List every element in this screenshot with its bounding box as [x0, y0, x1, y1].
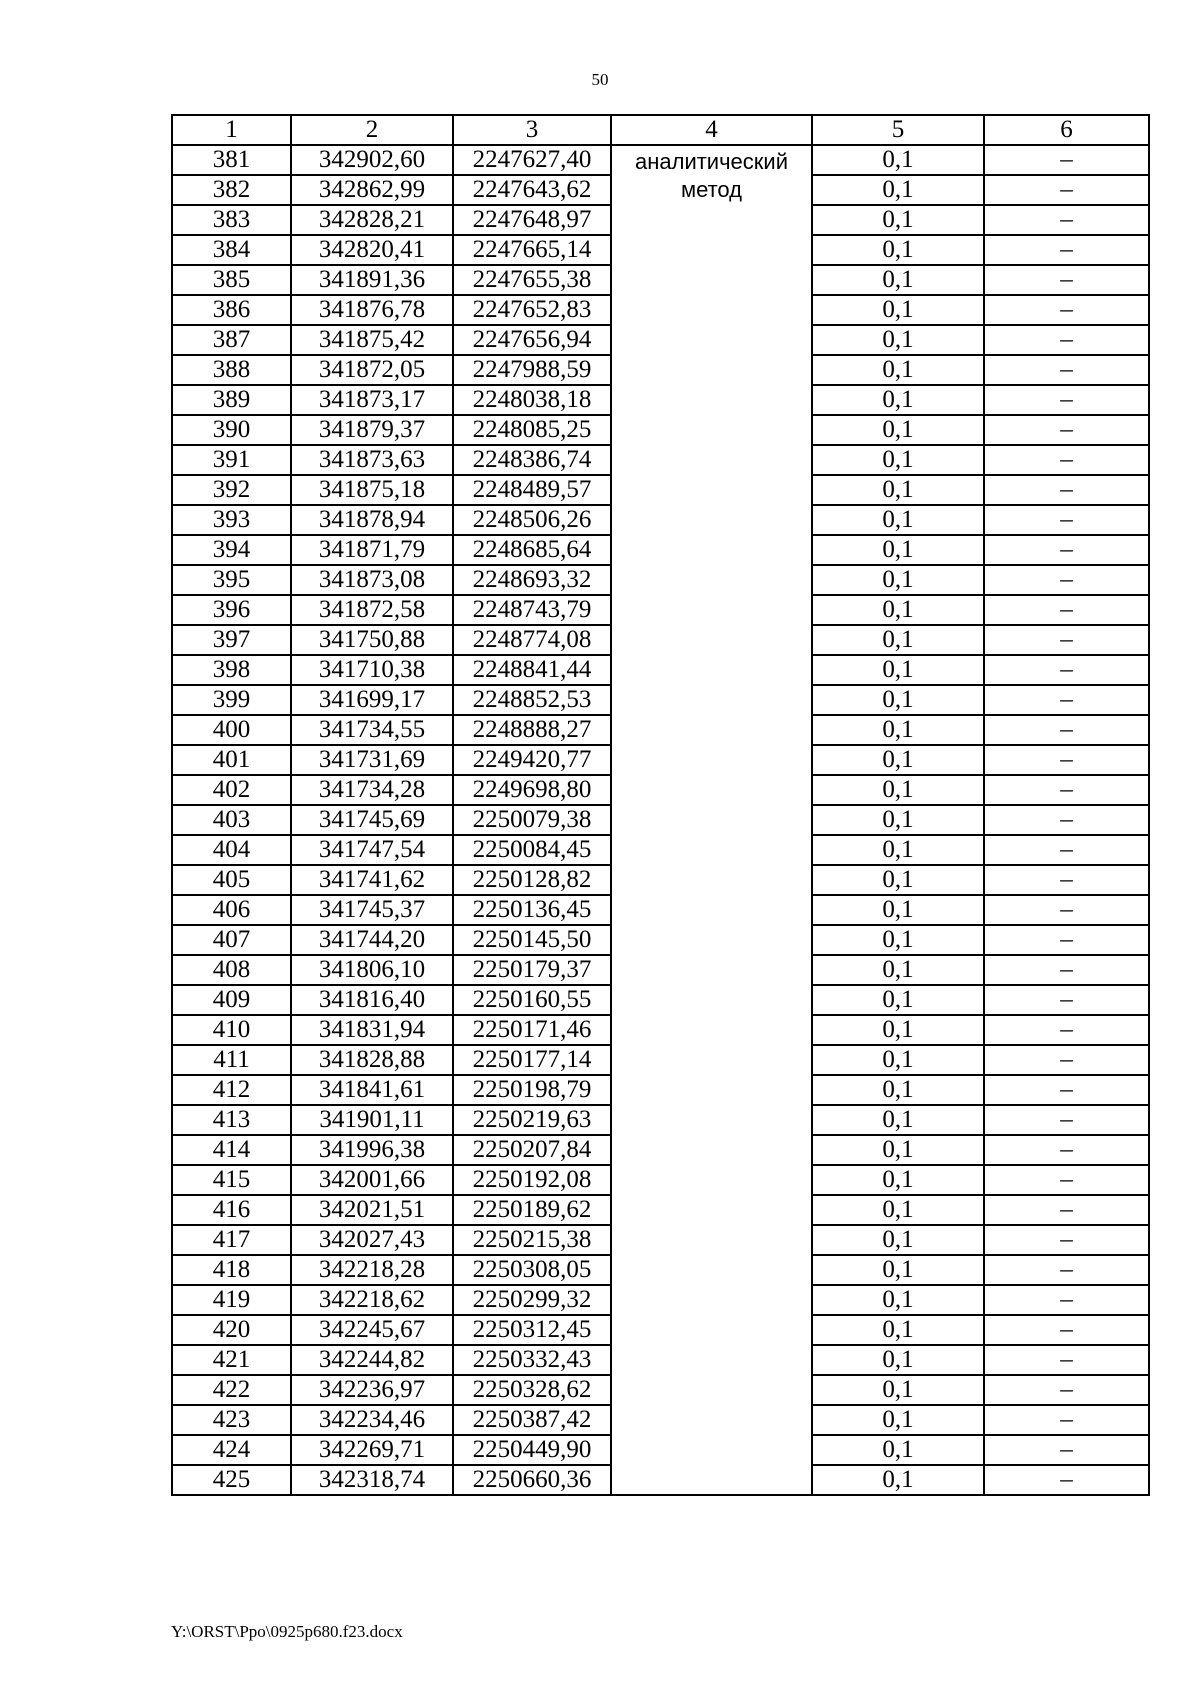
accuracy-cell: 0,1: [812, 835, 984, 865]
accuracy-cell: 0,1: [812, 445, 984, 475]
table-body: [172, 145, 1149, 1495]
accuracy-cell: 0,1: [812, 925, 984, 955]
y-coordinate-cell: 2247665,14: [453, 235, 611, 265]
x-coordinate-cell: 342218,62: [291, 1285, 453, 1315]
point-number-cell: 397: [172, 625, 291, 655]
accuracy-cell: 0,1: [812, 295, 984, 325]
x-coordinate-cell: 342234,46: [291, 1405, 453, 1435]
point-number-cell: 382: [172, 175, 291, 205]
x-coordinate-cell: 341699,17: [291, 685, 453, 715]
x-coordinate-cell: 341806,10: [291, 955, 453, 985]
accuracy-cell: 0,1: [812, 1075, 984, 1105]
column-header: 5: [812, 115, 984, 145]
point-number-cell: 392: [172, 475, 291, 505]
x-coordinate-cell: 341875,42: [291, 325, 453, 355]
accuracy-cell: 0,1: [812, 1045, 984, 1075]
note-cell: –: [984, 1075, 1149, 1105]
point-number-cell: 384: [172, 235, 291, 265]
y-coordinate-cell: 2250128,82: [453, 865, 611, 895]
note-cell: –: [984, 625, 1149, 655]
note-cell: –: [984, 1165, 1149, 1195]
y-coordinate-cell: 2248386,74: [453, 445, 611, 475]
point-number-cell: 419: [172, 1285, 291, 1315]
x-coordinate-cell: 341873,08: [291, 565, 453, 595]
coordinates-table: [171, 114, 1150, 1496]
accuracy-cell: 0,1: [812, 985, 984, 1015]
point-number-cell: 423: [172, 1405, 291, 1435]
accuracy-cell: 0,1: [812, 1255, 984, 1285]
y-coordinate-cell: 2250179,37: [453, 955, 611, 985]
note-cell: –: [984, 595, 1149, 625]
point-number-cell: 387: [172, 325, 291, 355]
x-coordinate-cell: 341879,37: [291, 415, 453, 445]
y-coordinate-cell: 2247643,62: [453, 175, 611, 205]
point-number-cell: 414: [172, 1135, 291, 1165]
note-cell: –: [984, 325, 1149, 355]
page-number: 50: [591, 70, 609, 89]
point-number-cell: 385: [172, 265, 291, 295]
y-coordinate-cell: 2250160,55: [453, 985, 611, 1015]
accuracy-cell: 0,1: [812, 625, 984, 655]
point-number-cell: 421: [172, 1345, 291, 1375]
column-header: 4: [611, 115, 812, 145]
accuracy-cell: 0,1: [812, 1465, 984, 1495]
point-number-cell: 408: [172, 955, 291, 985]
note-cell: –: [984, 1375, 1149, 1405]
point-number-cell: 396: [172, 595, 291, 625]
x-coordinate-cell: 341750,88: [291, 625, 453, 655]
point-number-cell: 413: [172, 1105, 291, 1135]
method-cell: аналитический метод: [611, 145, 812, 1495]
x-coordinate-cell: 341872,58: [291, 595, 453, 625]
note-cell: –: [984, 475, 1149, 505]
accuracy-cell: 0,1: [812, 385, 984, 415]
note-cell: –: [984, 1015, 1149, 1045]
note-cell: –: [984, 715, 1149, 745]
note-cell: –: [984, 1405, 1149, 1435]
accuracy-cell: 0,1: [812, 565, 984, 595]
x-coordinate-cell: 341744,20: [291, 925, 453, 955]
note-cell: –: [984, 505, 1149, 535]
x-coordinate-cell: 341731,69: [291, 745, 453, 775]
note-cell: –: [984, 985, 1149, 1015]
point-number-cell: 403: [172, 805, 291, 835]
y-coordinate-cell: 2248506,26: [453, 505, 611, 535]
note-cell: –: [984, 775, 1149, 805]
file-path-footer: Y:\ORST\Ppo\0925p680.f23.docx: [171, 1622, 403, 1641]
table-row: [172, 145, 1149, 175]
y-coordinate-cell: 2250084,45: [453, 835, 611, 865]
note-cell: –: [984, 1285, 1149, 1315]
point-number-cell: 407: [172, 925, 291, 955]
x-coordinate-cell: 341734,28: [291, 775, 453, 805]
note-cell: –: [984, 745, 1149, 775]
accuracy-cell: 0,1: [812, 715, 984, 745]
x-coordinate-cell: 342021,51: [291, 1195, 453, 1225]
y-coordinate-cell: 2250189,62: [453, 1195, 611, 1225]
point-number-cell: 401: [172, 745, 291, 775]
accuracy-cell: 0,1: [812, 1105, 984, 1135]
point-number-cell: 398: [172, 655, 291, 685]
note-cell: –: [984, 1315, 1149, 1345]
point-number-cell: 417: [172, 1225, 291, 1255]
accuracy-cell: 0,1: [812, 1315, 984, 1345]
point-number-cell: 386: [172, 295, 291, 325]
y-coordinate-cell: 2248693,32: [453, 565, 611, 595]
accuracy-cell: 0,1: [812, 1225, 984, 1255]
point-number-cell: 404: [172, 835, 291, 865]
note-cell: –: [984, 235, 1149, 265]
x-coordinate-cell: 342218,28: [291, 1255, 453, 1285]
note-cell: –: [984, 835, 1149, 865]
point-number-cell: 424: [172, 1435, 291, 1465]
y-coordinate-cell: 2247648,97: [453, 205, 611, 235]
y-coordinate-cell: 2250449,90: [453, 1435, 611, 1465]
point-number-cell: 395: [172, 565, 291, 595]
accuracy-cell: 0,1: [812, 1405, 984, 1435]
note-cell: –: [984, 1105, 1149, 1135]
column-header: 1: [172, 115, 291, 145]
note-cell: –: [984, 1435, 1149, 1465]
note-cell: –: [984, 1225, 1149, 1255]
x-coordinate-cell: 342828,21: [291, 205, 453, 235]
y-coordinate-cell: 2249698,80: [453, 775, 611, 805]
y-coordinate-cell: 2248038,18: [453, 385, 611, 415]
note-cell: –: [984, 955, 1149, 985]
accuracy-cell: 0,1: [812, 895, 984, 925]
note-cell: –: [984, 1045, 1149, 1075]
y-coordinate-cell: 2250207,84: [453, 1135, 611, 1165]
note-cell: –: [984, 865, 1149, 895]
x-coordinate-cell: 341875,18: [291, 475, 453, 505]
accuracy-cell: 0,1: [812, 415, 984, 445]
accuracy-cell: 0,1: [812, 655, 984, 685]
point-number-cell: 400: [172, 715, 291, 745]
point-number-cell: 383: [172, 205, 291, 235]
note-cell: –: [984, 805, 1149, 835]
x-coordinate-cell: 342245,67: [291, 1315, 453, 1345]
table-header-row: [172, 115, 1149, 145]
note-cell: –: [984, 1195, 1149, 1225]
note-cell: –: [984, 145, 1149, 175]
point-number-cell: 418: [172, 1255, 291, 1285]
note-cell: –: [984, 925, 1149, 955]
y-coordinate-cell: 2250177,14: [453, 1045, 611, 1075]
y-coordinate-cell: 2248774,08: [453, 625, 611, 655]
x-coordinate-cell: 342236,97: [291, 1375, 453, 1405]
x-coordinate-cell: 342027,43: [291, 1225, 453, 1255]
accuracy-cell: 0,1: [812, 745, 984, 775]
point-number-cell: 422: [172, 1375, 291, 1405]
note-cell: –: [984, 895, 1149, 925]
y-coordinate-cell: 2247652,83: [453, 295, 611, 325]
x-coordinate-cell: 341996,38: [291, 1135, 453, 1165]
accuracy-cell: 0,1: [812, 475, 984, 505]
point-number-cell: 425: [172, 1465, 291, 1495]
x-coordinate-cell: 341745,69: [291, 805, 453, 835]
x-coordinate-cell: 341891,36: [291, 265, 453, 295]
x-coordinate-cell: 341871,79: [291, 535, 453, 565]
x-coordinate-cell: 342244,82: [291, 1345, 453, 1375]
y-coordinate-cell: 2250219,63: [453, 1105, 611, 1135]
y-coordinate-cell: 2250308,05: [453, 1255, 611, 1285]
note-cell: –: [984, 685, 1149, 715]
y-coordinate-cell: 2250215,38: [453, 1225, 611, 1255]
note-cell: –: [984, 295, 1149, 325]
accuracy-cell: 0,1: [812, 595, 984, 625]
y-coordinate-cell: 2247656,94: [453, 325, 611, 355]
point-number-cell: 394: [172, 535, 291, 565]
accuracy-cell: 0,1: [812, 175, 984, 205]
column-header: 6: [984, 115, 1149, 145]
x-coordinate-cell: 341872,05: [291, 355, 453, 385]
note-cell: –: [984, 1135, 1149, 1165]
x-coordinate-cell: 341734,55: [291, 715, 453, 745]
x-coordinate-cell: 341878,94: [291, 505, 453, 535]
accuracy-cell: 0,1: [812, 1285, 984, 1315]
y-coordinate-cell: 2250312,45: [453, 1315, 611, 1345]
x-coordinate-cell: 341747,54: [291, 835, 453, 865]
accuracy-cell: 0,1: [812, 685, 984, 715]
note-cell: –: [984, 1345, 1149, 1375]
x-coordinate-cell: 341828,88: [291, 1045, 453, 1075]
accuracy-cell: 0,1: [812, 1195, 984, 1225]
x-coordinate-cell: 341841,61: [291, 1075, 453, 1105]
x-coordinate-cell: 341873,17: [291, 385, 453, 415]
y-coordinate-cell: 2250332,43: [453, 1345, 611, 1375]
point-number-cell: 389: [172, 385, 291, 415]
x-coordinate-cell: 341876,78: [291, 295, 453, 325]
x-coordinate-cell: 341901,11: [291, 1105, 453, 1135]
accuracy-cell: 0,1: [812, 205, 984, 235]
note-cell: –: [984, 265, 1149, 295]
note-cell: –: [984, 1465, 1149, 1495]
accuracy-cell: 0,1: [812, 535, 984, 565]
y-coordinate-cell: 2250328,62: [453, 1375, 611, 1405]
accuracy-cell: 0,1: [812, 955, 984, 985]
point-number-cell: 402: [172, 775, 291, 805]
x-coordinate-cell: 342862,99: [291, 175, 453, 205]
x-coordinate-cell: 341710,38: [291, 655, 453, 685]
note-cell: –: [984, 175, 1149, 205]
column-header: 3: [453, 115, 611, 145]
accuracy-cell: 0,1: [812, 1435, 984, 1465]
point-number-cell: 415: [172, 1165, 291, 1195]
y-coordinate-cell: 2250145,50: [453, 925, 611, 955]
x-coordinate-cell: 342001,66: [291, 1165, 453, 1195]
accuracy-cell: 0,1: [812, 1135, 984, 1165]
point-number-cell: 410: [172, 1015, 291, 1045]
note-cell: –: [984, 415, 1149, 445]
y-coordinate-cell: 2250136,45: [453, 895, 611, 925]
point-number-cell: 411: [172, 1045, 291, 1075]
y-coordinate-cell: 2247627,40: [453, 145, 611, 175]
y-coordinate-cell: 2250198,79: [453, 1075, 611, 1105]
y-coordinate-cell: 2250192,08: [453, 1165, 611, 1195]
y-coordinate-cell: 2250171,46: [453, 1015, 611, 1045]
note-cell: –: [984, 385, 1149, 415]
x-coordinate-cell: 341745,37: [291, 895, 453, 925]
x-coordinate-cell: 341873,63: [291, 445, 453, 475]
y-coordinate-cell: 2250660,36: [453, 1465, 611, 1495]
note-cell: –: [984, 445, 1149, 475]
note-cell: –: [984, 565, 1149, 595]
point-number-cell: 391: [172, 445, 291, 475]
y-coordinate-cell: 2248489,57: [453, 475, 611, 505]
note-cell: –: [984, 355, 1149, 385]
x-coordinate-cell: 342269,71: [291, 1435, 453, 1465]
y-coordinate-cell: 2249420,77: [453, 745, 611, 775]
x-coordinate-cell: 342820,41: [291, 235, 453, 265]
point-number-cell: 381: [172, 145, 291, 175]
point-number-cell: 390: [172, 415, 291, 445]
note-cell: –: [984, 205, 1149, 235]
y-coordinate-cell: 2247988,59: [453, 355, 611, 385]
point-number-cell: 409: [172, 985, 291, 1015]
y-coordinate-cell: 2247655,38: [453, 265, 611, 295]
accuracy-cell: 0,1: [812, 805, 984, 835]
point-number-cell: 406: [172, 895, 291, 925]
accuracy-cell: 0,1: [812, 865, 984, 895]
point-number-cell: 412: [172, 1075, 291, 1105]
y-coordinate-cell: 2248888,27: [453, 715, 611, 745]
y-coordinate-cell: 2248685,64: [453, 535, 611, 565]
note-cell: –: [984, 535, 1149, 565]
y-coordinate-cell: 2248841,44: [453, 655, 611, 685]
x-coordinate-cell: 341816,40: [291, 985, 453, 1015]
y-coordinate-cell: 2248852,53: [453, 685, 611, 715]
point-number-cell: 393: [172, 505, 291, 535]
x-coordinate-cell: 342318,74: [291, 1465, 453, 1495]
accuracy-cell: 0,1: [812, 1345, 984, 1375]
y-coordinate-cell: 2248743,79: [453, 595, 611, 625]
y-coordinate-cell: 2250387,42: [453, 1405, 611, 1435]
point-number-cell: 399: [172, 685, 291, 715]
y-coordinate-cell: 2250079,38: [453, 805, 611, 835]
accuracy-cell: 0,1: [812, 325, 984, 355]
y-coordinate-cell: 2248085,25: [453, 415, 611, 445]
accuracy-cell: 0,1: [812, 235, 984, 265]
accuracy-cell: 0,1: [812, 1375, 984, 1405]
column-header: 2: [291, 115, 453, 145]
point-number-cell: 416: [172, 1195, 291, 1225]
note-cell: –: [984, 1255, 1149, 1285]
point-number-cell: 405: [172, 865, 291, 895]
accuracy-cell: 0,1: [812, 355, 984, 385]
accuracy-cell: 0,1: [812, 145, 984, 175]
accuracy-cell: 0,1: [812, 775, 984, 805]
x-coordinate-cell: 341741,62: [291, 865, 453, 895]
point-number-cell: 388: [172, 355, 291, 385]
accuracy-cell: 0,1: [812, 265, 984, 295]
y-coordinate-cell: 2250299,32: [453, 1285, 611, 1315]
accuracy-cell: 0,1: [812, 1165, 984, 1195]
accuracy-cell: 0,1: [812, 1015, 984, 1045]
accuracy-cell: 0,1: [812, 505, 984, 535]
note-cell: –: [984, 655, 1149, 685]
x-coordinate-cell: 341831,94: [291, 1015, 453, 1045]
x-coordinate-cell: 342902,60: [291, 145, 453, 175]
point-number-cell: 420: [172, 1315, 291, 1345]
